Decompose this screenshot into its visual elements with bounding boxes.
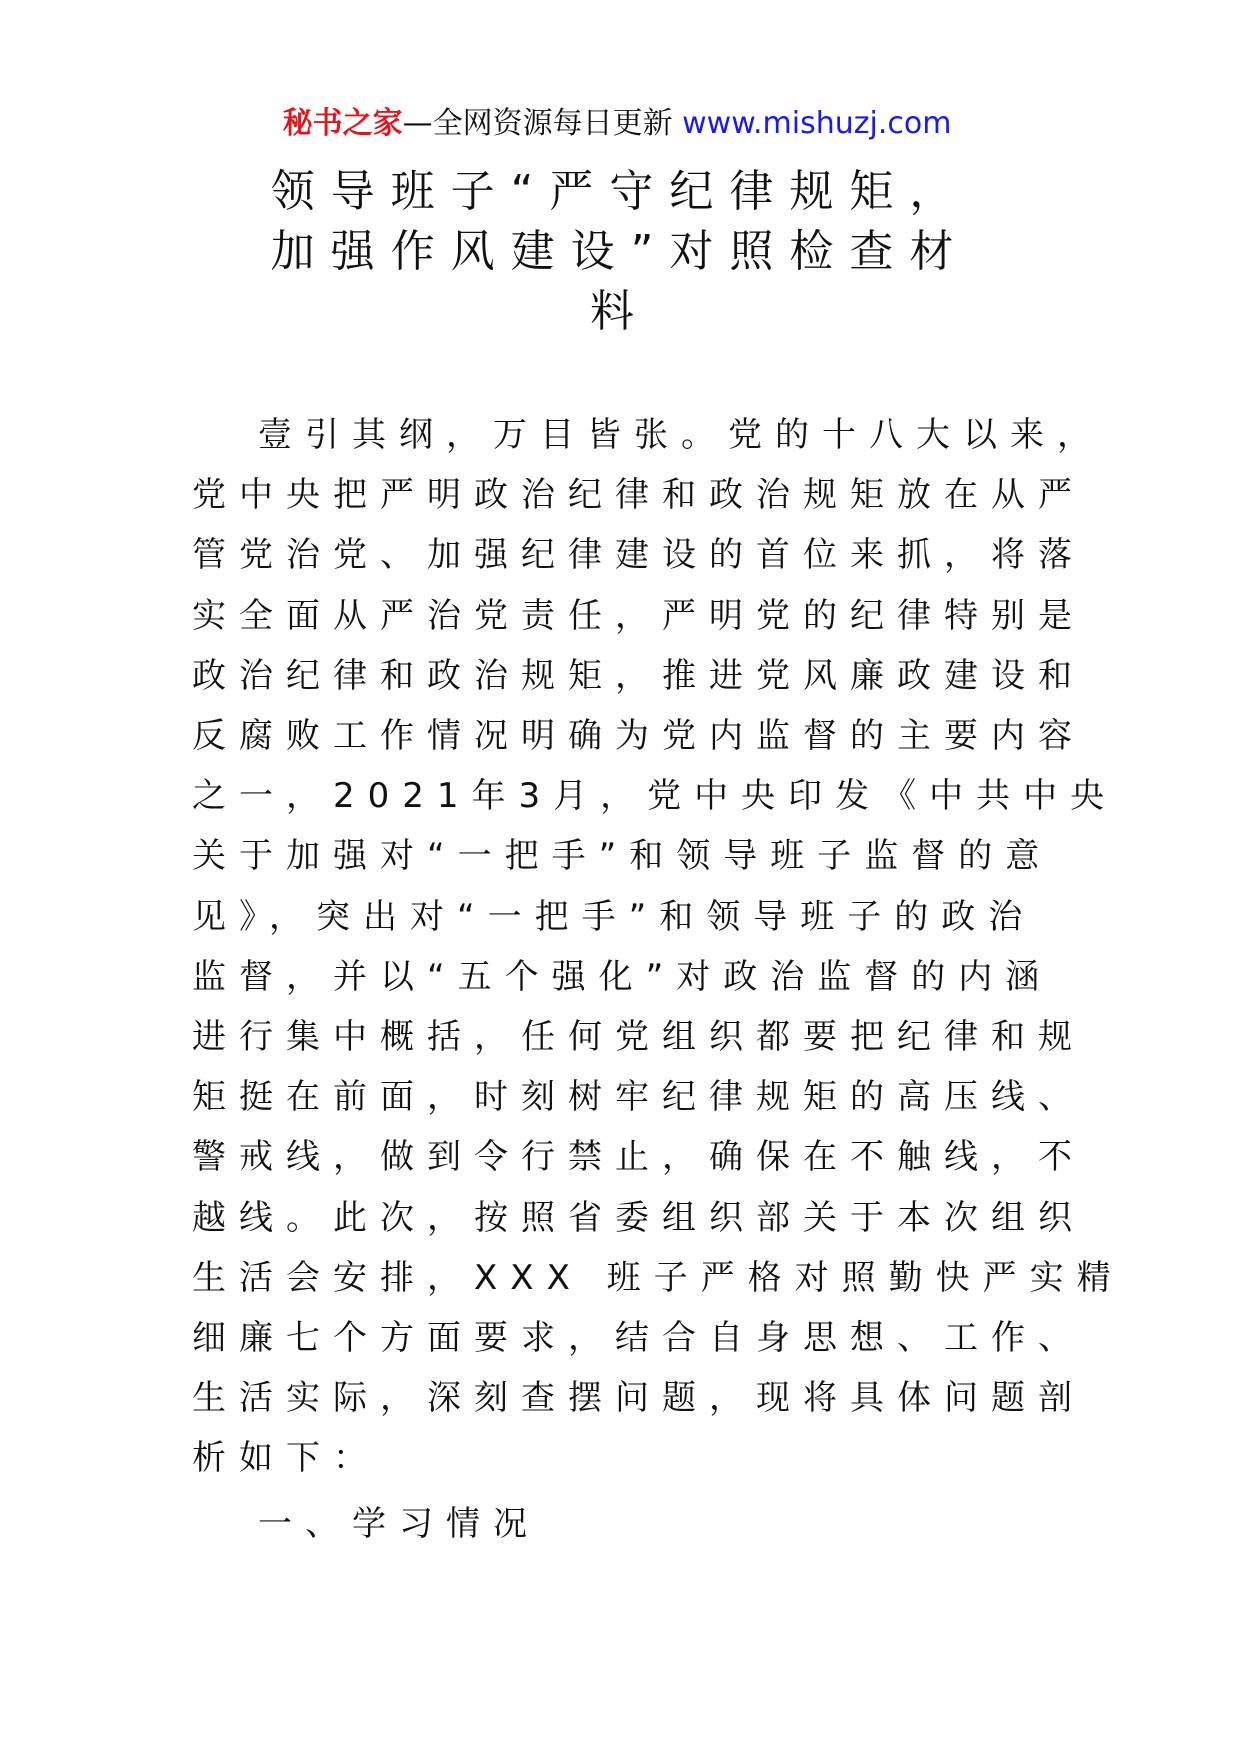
paragraph-line: 管党治党、加强纪律建设的首位来抓，将落	[192, 535, 1085, 576]
paragraph-line: 政治纪律和政治规矩，推进党风廉政建设和	[192, 655, 1085, 696]
site-url-link[interactable]: www.mishuzj.com	[682, 106, 952, 141]
paragraph-line: 越线。此次，按照省委组织部关于本次组织	[192, 1197, 1085, 1238]
paragraph-line: 壹引其纲，万目皆张。党的十八大以来，	[258, 415, 1104, 455]
section-heading: 一、学习情况	[258, 1504, 540, 1544]
paragraph-line: 见》，突出对“一把手”和领导班子的政治	[192, 896, 1036, 937]
paragraph-line: 生活实际，深刻查摆问题，现将具体问题剖	[192, 1378, 1085, 1419]
intro-paragraph	[192, 405, 1124, 1489]
paragraph-line: 析如下：	[192, 1438, 380, 1479]
paragraph-line: 反腐败工作情况明确为党内监督的主要内容	[192, 716, 1085, 757]
paragraph-line: 生活会安排，XXX 班子严格对照勤快严实精	[192, 1257, 1124, 1298]
paragraph-line: 进行集中概括，任何党组织都要把纪律和规	[192, 1017, 1085, 1058]
paragraph-line: 矩挺在前面，时刻树牢纪律规矩的高压线、	[192, 1077, 1085, 1118]
paragraph-line: 细廉七个方面要求，结合自身思想、工作、	[192, 1318, 1085, 1359]
document-title	[200, 162, 1040, 342]
paragraph-line: 关于加强对“一把手”和领导班子监督的意	[192, 836, 1053, 877]
site-brand-name: 秘书之家	[282, 106, 403, 141]
paragraph-line: 实全面从严治党责任，严明党的纪律特别是	[192, 595, 1085, 636]
paragraph-line: 警戒线，做到令行禁止，确保在不触线，不	[192, 1137, 1085, 1178]
site-header	[0, 104, 1234, 144]
title-line: 加强作风建设”对照检查材	[270, 226, 970, 277]
paragraph-line: 监督，并以“五个强化”对政治监督的内涵	[192, 956, 1053, 997]
title-line: 领导班子“严守纪律规矩，	[270, 166, 970, 217]
site-tagline: —全网资源每日更新	[402, 106, 683, 141]
title-line: 料	[590, 286, 650, 337]
paragraph-line: 之一，2021年3月，党中央印发《中共中央	[192, 776, 1118, 817]
paragraph-line: 党中央把严明政治纪律和政治规矩放在从严	[192, 475, 1085, 516]
